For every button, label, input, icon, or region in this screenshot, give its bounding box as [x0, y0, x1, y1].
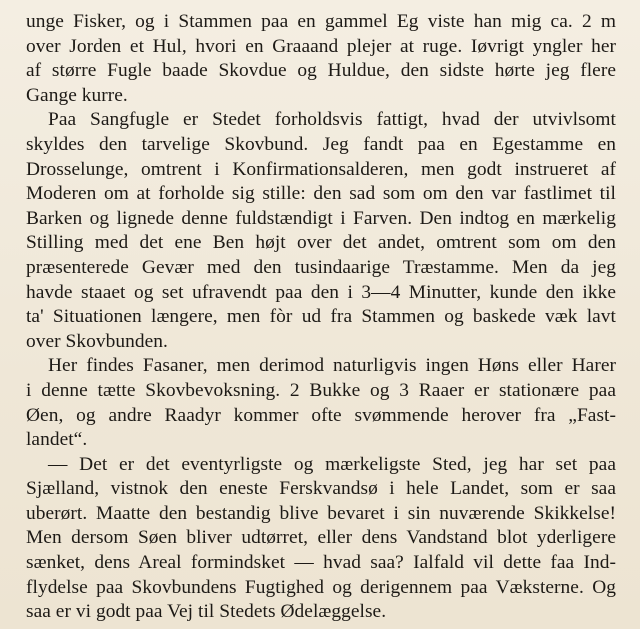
text-line: Drosselunge, omtrent i Konfirmationsalderen, men godt instrueret af	[26, 158, 616, 180]
text-line: af større Fugle baade Skovdue og Huldue, den sidste hørte jeg flere	[26, 60, 616, 82]
text-line: — Det er det eventyrligste og mærkeligste Sted, jeg har set paa	[48, 453, 616, 475]
text-line: ta' Situationen længere, men fòr ud fra Stammen og baskede væk lavt	[26, 306, 616, 328]
text-line: Stilling med det ene Ben højt over det andet, omtrent som om den	[26, 232, 616, 254]
text-line: havde staaet og set ufravendt paa den i 3—4 Minutter, kunde den ikke	[26, 281, 616, 303]
text-line: Moderen om at forholde sig stille: den sad som om den var fastlimet til	[26, 183, 616, 205]
text-line: over Skovbunden.	[26, 330, 168, 352]
paragraph-1	[26, 10, 616, 108]
text-line: flydelse paa Skovbundens Fugtighed og derigennem paa Væksterne. Og	[26, 576, 616, 598]
text-line: præsenterede Gevær med den tusindaarige Træstamme. Men da jeg	[26, 256, 616, 278]
text-line: Her findes Fasaner, men derimod naturligvis ingen Høns eller Harer	[48, 355, 616, 377]
text-line: i denne tætte Skovbevoksning. 2 Bukke og 3 Raaer er stationære paa	[26, 379, 616, 401]
text-line: saa er vi godt paa Vej til Stedets Ødelæggelse.	[26, 601, 387, 623]
text-line: Sjælland, vistnok den eneste Ferskvandsø i hele Landet, som er saa	[26, 478, 616, 500]
body-text	[26, 10, 616, 625]
text-line: Men dersom Søen bliver udtørret, eller dens Vandstand blot yderligere	[26, 527, 616, 549]
text-line: Barken og lignede denne fuldstændigt i Farven. Den indtog en mærkelig	[26, 207, 616, 229]
text-line: unge Fisker, og i Stammen paa en gammel Eg viste han mig ca. 2 m	[26, 11, 616, 32]
text-line: sænket, dens Areal formindsket — hvad saa? Ialfald vil dette faa Ind-	[26, 552, 616, 574]
paragraph-2	[26, 108, 616, 354]
text-line: landet“.	[26, 429, 88, 451]
paragraph-3	[26, 354, 616, 452]
text-line: skyldes den tarvelige Skovbund. Jeg fandt paa en Egestamme en	[26, 133, 616, 155]
text-line: Øen, og andre Raadyr kommer ofte svømmende herover fra „Fast-	[26, 404, 616, 426]
text-line: Gange kurre.	[26, 84, 128, 106]
paragraph-4	[26, 453, 616, 625]
text-line: Paa Sangfugle er Stedet forholdsvis fattigt, hvad der utvivlsomt	[48, 109, 616, 131]
text-line: over Jorden et Hul, hvori en Graaand plejer at ruge. Iøvrigt yngler her	[26, 35, 616, 57]
text-line: uberørt. Maatte den bestandig blive bevaret i sin nuværende Skikkelse!	[26, 502, 616, 524]
